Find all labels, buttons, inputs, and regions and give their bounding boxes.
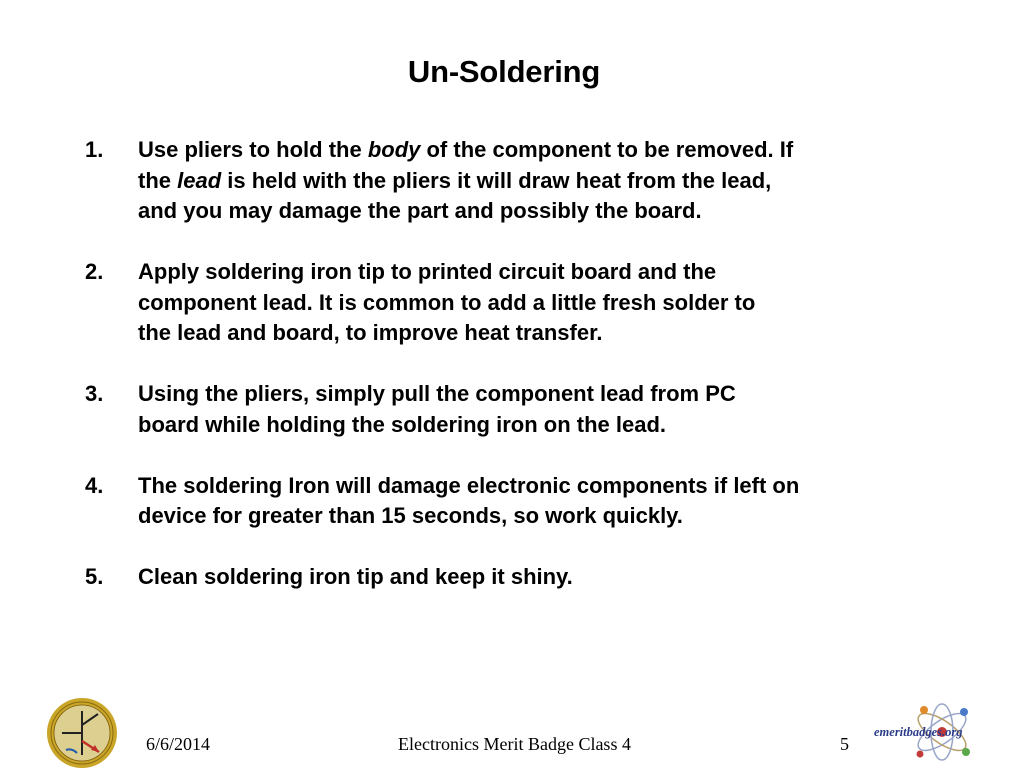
item-line: the lead and board, to improve heat transfer.: [138, 320, 603, 345]
item-line: component lead. It is common to add a little fresh solder to: [138, 289, 756, 315]
list-item: [85, 135, 925, 227]
item-line: Apply soldering iron tip to printed circuit board and the: [138, 259, 717, 284]
item-line: Using the pliers, simply pull the component lead from PC: [138, 381, 736, 406]
item-line: and you may damage the part and possibly the board.: [138, 198, 702, 223]
slide-number: 5: [840, 734, 849, 754]
list-item: [85, 562, 925, 593]
item-line: board while holding the soldering iron on the lead.: [138, 411, 667, 437]
item-line: Use pliers to hold the body of the component to be removed. If: [138, 137, 794, 162]
emphasis-text: body: [367, 137, 421, 162]
emphasis-text: lead: [177, 167, 222, 193]
footer-date: 6/6/2014: [146, 734, 211, 754]
item-line: Clean soldering iron tip and keep it shiny.: [138, 564, 573, 589]
item-number: 3.: [85, 381, 104, 406]
item-number: 5.: [85, 564, 104, 589]
list-item: [85, 379, 925, 440]
item-number: 1.: [85, 137, 104, 162]
logo-text: emeritbadges.org: [874, 725, 963, 739]
list-item: [85, 257, 925, 349]
instruction-list: [85, 135, 925, 593]
list-item: [85, 471, 925, 532]
slide-title: Un-Soldering: [407, 54, 601, 89]
item-number: 4.: [85, 472, 104, 498]
emeritbadges-atom-logo: [872, 700, 984, 764]
item-line: the lead is held with the pliers it will draw heat from the lead,: [138, 167, 772, 193]
footer-course-title: Electronics Merit Badge Class 4: [398, 734, 631, 754]
item-line: The soldering Iron will damage electronic components if left on: [138, 472, 800, 498]
item-number: 2.: [85, 259, 104, 284]
electronics-merit-badge-icon: [46, 697, 118, 769]
item-line: device for greater than 15 seconds, so work quickly.: [138, 503, 683, 528]
